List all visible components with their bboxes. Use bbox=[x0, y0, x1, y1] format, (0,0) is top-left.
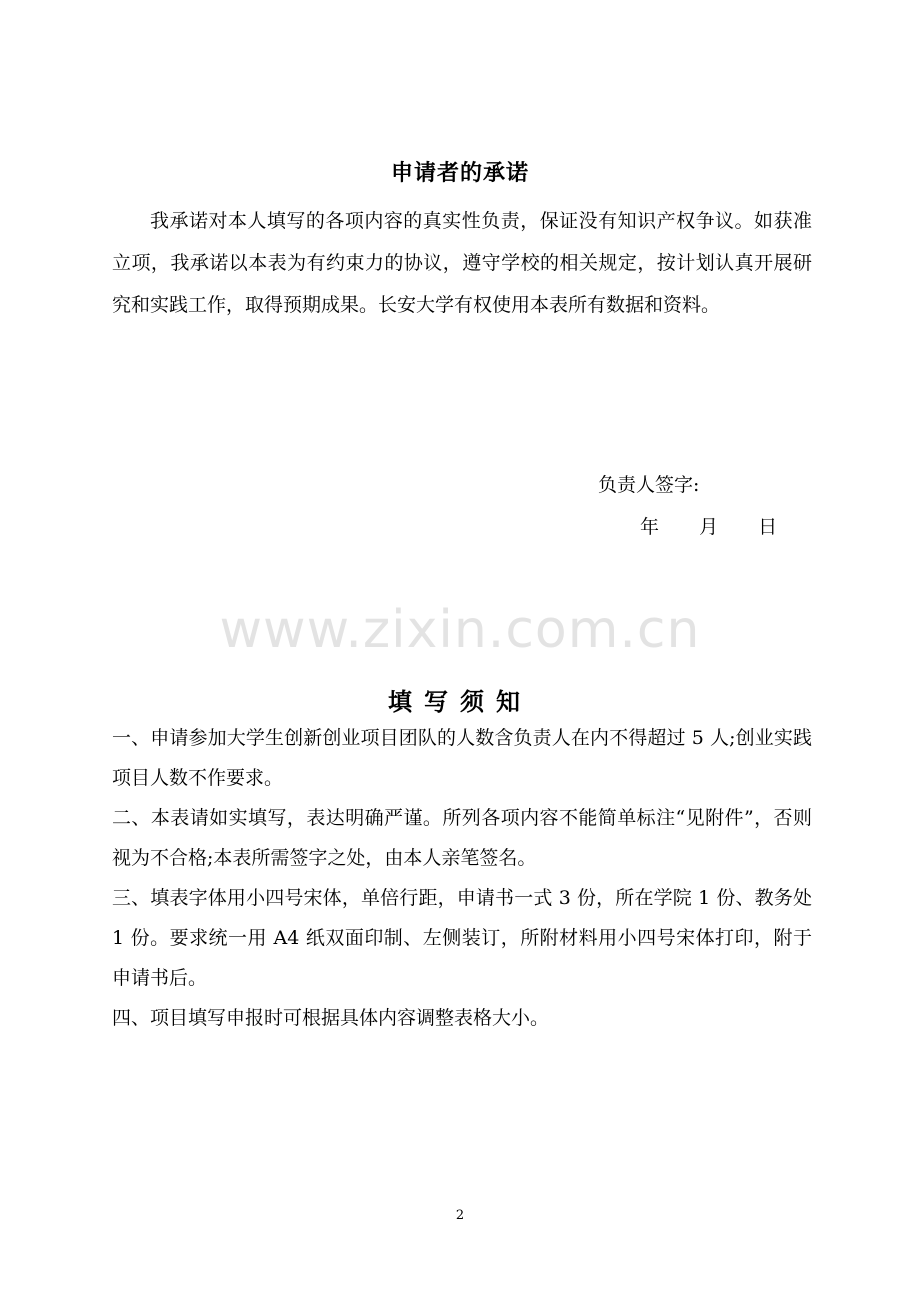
notice-item: 四、项目填写申报时可根据具体内容调整表格大小。 bbox=[112, 1007, 550, 1029]
notice-title: 填写须知 bbox=[388, 688, 532, 716]
notice-list bbox=[112, 718, 812, 1038]
date-day: 日 bbox=[758, 516, 778, 538]
notice-item: 一、申请参加大学生创新创业项目团队的人数含负责人在内不得超过 5 人;创业实践项目人数不作要求。 bbox=[112, 727, 812, 789]
notice-item: 二、本表请如实填写，表达明确严谨。所列各项内容不能简单标注“见附件”，否则视为不合格;本表所需签字之处，由本人亲笔签名。 bbox=[112, 807, 812, 869]
signature-date bbox=[640, 512, 811, 539]
watermark: www.zixin.com.cn bbox=[219, 600, 701, 660]
page-number: 2 bbox=[455, 1208, 465, 1223]
signature-label: 负责人签字: bbox=[598, 474, 700, 496]
date-month: 月 bbox=[699, 516, 719, 538]
notice-item: 三、填表字体用小四号宋体，单倍行距，申请书一式 3 份，所在学院 1 份、教务处 1 份。要求统一用 A4 纸双面印制、左侧装订，所附材料用小四号宋体打印，附于申请书后。 bbox=[112, 887, 812, 989]
promise-body: 我承诺对本人填写的各项内容的真实性负责，保证没有知识产权争议。如获准立项，我承诺以本表为有约束力的协议，遵守学校的相关规定，按计划认真开展研究和实践工作，取得预期成果。长安大学有权使用本表所有数据和资料。 bbox=[112, 210, 812, 316]
date-year: 年 bbox=[640, 516, 660, 538]
promise-title: 申请者的承诺 bbox=[390, 161, 529, 186]
